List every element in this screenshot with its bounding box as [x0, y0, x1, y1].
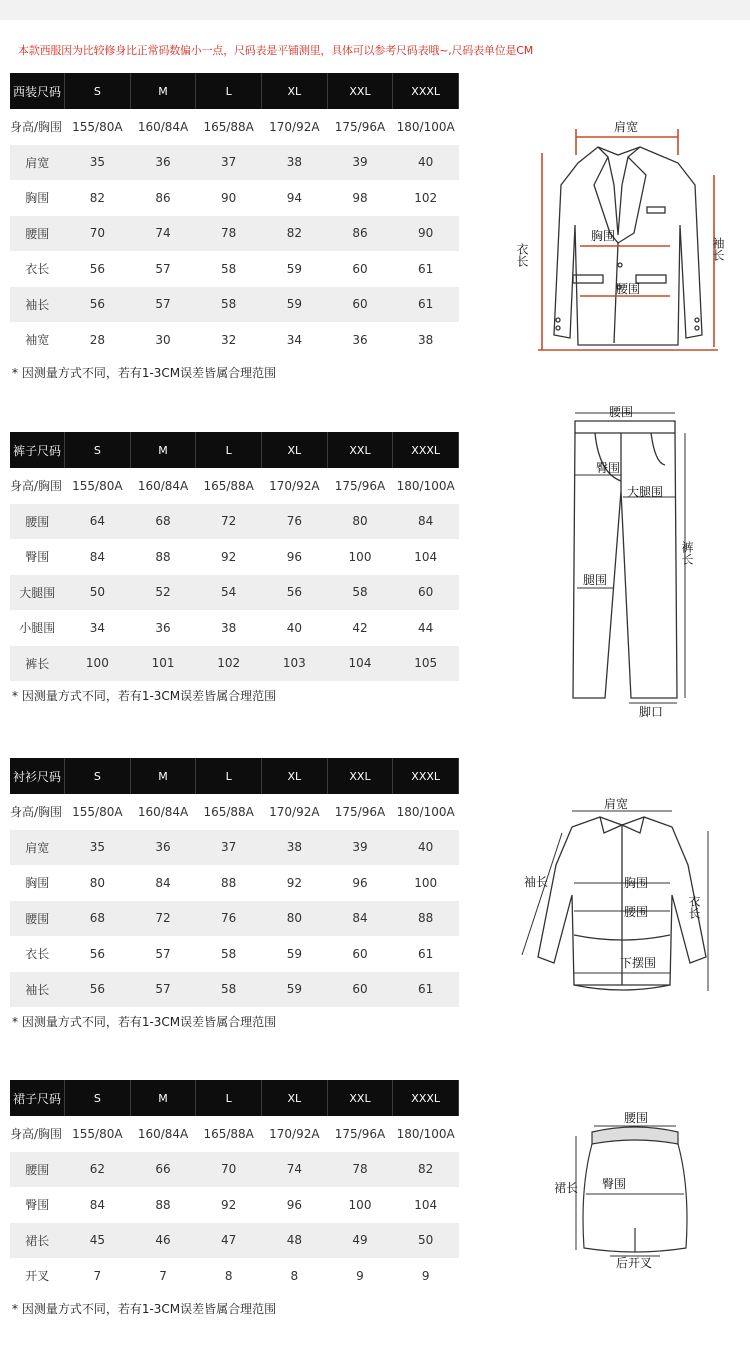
table-cell: 68	[65, 901, 131, 937]
table-cell: 74	[262, 1152, 328, 1188]
suit-header: 西装尺码	[10, 73, 65, 109]
table-cell: 49	[327, 1223, 393, 1259]
table-cell: 84	[155, 875, 171, 890]
row-label: 袖宽	[25, 333, 50, 348]
table-cell: 88	[155, 549, 171, 564]
table-cell: 84	[393, 504, 459, 540]
skirt-header: 裙子尺码	[10, 1080, 65, 1116]
measurement-note: * 因测量方式不同，若有1-3CM误差皆属合理范围	[12, 1015, 277, 1029]
measure-lines	[522, 811, 708, 991]
height-bust-row	[10, 468, 459, 504]
table-cell: 38	[418, 332, 434, 347]
table-cell: 48	[262, 1223, 328, 1259]
table-cell: 84	[89, 549, 106, 564]
row-label: 小腿围	[19, 621, 56, 636]
height-bust-row	[10, 109, 459, 145]
table-cell: 60	[327, 287, 393, 323]
table-row	[10, 322, 459, 358]
table-cell: 56	[262, 575, 328, 611]
table-cell: 9	[356, 1268, 364, 1283]
table-cell: 37	[196, 830, 262, 866]
table-cell: 100	[348, 1197, 372, 1212]
size-xxl: XXL	[327, 758, 393, 794]
measure-lines	[575, 413, 685, 703]
table-cell: 35	[65, 145, 131, 181]
table-cell: 7	[93, 1268, 102, 1283]
table-cell: 39	[327, 830, 393, 866]
table-cell: 36	[155, 620, 171, 635]
table-cell: 58	[327, 575, 393, 611]
table-cell: 84	[89, 1197, 106, 1212]
diagram-label: 臀围	[602, 1177, 627, 1191]
table-cell: 37	[196, 145, 262, 181]
pants-icon	[573, 421, 677, 698]
table-cell: 38	[221, 620, 237, 635]
table-cell: 58	[221, 946, 237, 961]
table-cell: 30	[155, 332, 171, 347]
table-cell: 61	[418, 261, 434, 276]
table-cell: 88	[393, 901, 459, 937]
diagram-label: 胸围	[624, 876, 649, 890]
table-header-row	[10, 758, 459, 794]
table-cell: 80	[262, 901, 328, 937]
skirt-diagram	[550, 1108, 710, 1268]
intro-note: 本款西服因为比较修身比正常码数偏小一点，尺码表是平铺测里，具体可以参考尺码表哦~,尺码表单位是CM	[18, 44, 534, 57]
measurement-note: * 因测量方式不同，若有1-3CM误差皆属合理范围	[12, 689, 277, 703]
table-row	[10, 1152, 459, 1188]
table-row	[10, 216, 459, 252]
table-row	[10, 901, 459, 937]
table-cell: 59	[262, 972, 328, 1008]
size-xxxl: XXXL	[393, 73, 459, 109]
diagram-label: 腰围	[616, 282, 641, 296]
table-cell: 38	[262, 830, 328, 866]
table-cell: 92	[221, 549, 237, 564]
table-cell: 101	[130, 646, 196, 682]
table-row	[10, 610, 459, 646]
table-cell: 46	[130, 1223, 196, 1259]
diagram-label: 裤长	[680, 541, 694, 565]
table-cell: 34	[286, 332, 302, 347]
table-row	[10, 504, 459, 540]
row-label: 腰围	[10, 901, 65, 937]
row-label: 腰围	[10, 504, 65, 540]
table-cell: 84	[327, 901, 393, 937]
table-cell: 59	[262, 287, 328, 323]
table-cell: 56	[89, 261, 106, 276]
table-cell: 155/80A	[72, 804, 123, 819]
table-cell: 76	[196, 901, 262, 937]
table-cell: 36	[352, 332, 368, 347]
table-row	[10, 180, 459, 216]
row-label: 身高/胸围	[10, 1127, 63, 1142]
size-s: S	[65, 73, 131, 109]
diagram-label: 衣长	[687, 895, 701, 919]
measure-lines	[538, 129, 718, 350]
table-cell: 96	[352, 875, 368, 890]
table-cell: 82	[262, 216, 328, 252]
table-row	[10, 1187, 459, 1223]
table-row	[10, 936, 459, 972]
table-cell: 155/80A	[72, 478, 123, 493]
table-cell: 88	[221, 875, 237, 890]
table-cell: 175/96A	[334, 119, 386, 134]
table-cell: 38	[262, 145, 328, 181]
table-cell: 61	[393, 287, 459, 323]
table-cell: 62	[65, 1152, 131, 1188]
suit-jacket-diagram	[515, 115, 733, 360]
table-cell: 56	[89, 946, 106, 961]
table-cell: 100	[414, 875, 438, 890]
table-cell: 50	[393, 1223, 459, 1259]
table-cell: 92	[286, 875, 302, 890]
row-label: 臀围	[25, 1198, 50, 1213]
table-cell: 170/92A	[269, 1126, 320, 1141]
table-cell: 165/88A	[203, 804, 254, 819]
diagram-label: 袖长	[711, 237, 725, 261]
table-cell: 56	[65, 287, 131, 323]
table-cell: 100	[348, 549, 372, 564]
table-cell: 90	[393, 216, 459, 252]
row-label: 裤长	[10, 646, 65, 682]
table-cell: 45	[65, 1223, 131, 1259]
table-cell: 40	[286, 620, 302, 635]
skirt-size-table	[10, 1080, 459, 1294]
table-cell: 160/84A	[137, 1126, 189, 1141]
diagram-label: 脚口	[639, 705, 664, 719]
size-m: M	[130, 73, 196, 109]
row-label: 开叉	[25, 1269, 50, 1284]
diagram-label: 裙长	[554, 1181, 579, 1195]
size-m: M	[130, 1080, 196, 1116]
pants-size-table	[10, 432, 459, 681]
table-cell: 40	[393, 145, 459, 181]
table-cell: 94	[286, 190, 302, 205]
table-cell: 96	[286, 549, 302, 564]
height-bust-row	[10, 794, 459, 830]
size-l: L	[196, 73, 262, 109]
table-cell: 102	[196, 646, 262, 682]
size-xl: XL	[262, 758, 328, 794]
table-cell: 170/92A	[269, 804, 320, 819]
table-cell: 165/88A	[203, 478, 254, 493]
size-xxxl: XXXL	[393, 432, 459, 468]
row-label: 腰围	[10, 216, 65, 252]
size-xl: XL	[262, 73, 328, 109]
table-cell: 105	[393, 646, 459, 682]
size-xxl: XXL	[327, 1080, 393, 1116]
suit-size-table	[10, 73, 459, 358]
table-cell: 160/84A	[137, 478, 189, 493]
table-cell: 86	[155, 190, 171, 205]
table-cell: 28	[89, 332, 106, 347]
size-xxxl: XXXL	[393, 758, 459, 794]
diagram-label: 腰围	[624, 1111, 649, 1125]
table-cell: 32	[221, 332, 237, 347]
shirt-size-table	[10, 758, 459, 1007]
pants-header: 裤子尺码	[10, 432, 65, 468]
top-bar	[0, 0, 750, 20]
size-xxl: XXL	[327, 73, 393, 109]
table-cell: 86	[327, 216, 393, 252]
table-cell: 72	[196, 504, 262, 540]
table-cell: 82	[393, 1152, 459, 1188]
table-cell: 61	[418, 946, 434, 961]
table-cell: 52	[130, 575, 196, 611]
row-label: 袖长	[10, 287, 65, 323]
table-cell: 60	[352, 946, 368, 961]
diagram-label: 袖长	[524, 875, 549, 889]
diagram-label: 胸围	[591, 229, 616, 243]
table-cell: 180/100A	[396, 119, 455, 134]
size-m: M	[130, 432, 196, 468]
table-cell: 39	[327, 145, 393, 181]
table-row	[10, 865, 459, 901]
shirt-header: 衬衫尺码	[10, 758, 65, 794]
table-cell: 36	[130, 145, 196, 181]
row-label: 大腿围	[10, 575, 65, 611]
table-cell: 58	[221, 261, 237, 276]
row-label: 腰围	[10, 1152, 65, 1188]
size-l: L	[196, 1080, 262, 1116]
table-cell: 61	[393, 972, 459, 1008]
table-header-row	[10, 1080, 459, 1116]
table-cell: 57	[130, 287, 196, 323]
row-label: 肩宽	[10, 830, 65, 866]
height-bust-row	[10, 1116, 459, 1152]
table-cell: 155/80A	[72, 1126, 123, 1141]
table-cell: 8	[290, 1268, 299, 1283]
measurement-note: * 因测量方式不同，若有1-3CM误差皆属合理范围	[12, 365, 277, 380]
table-row	[10, 145, 459, 181]
table-cell: 57	[130, 972, 196, 1008]
table-cell: 175/96A	[334, 478, 386, 493]
table-cell: 104	[414, 1197, 438, 1212]
diagram-label: 腰围	[624, 905, 649, 919]
table-cell: 64	[65, 504, 131, 540]
table-cell: 98	[352, 190, 368, 205]
table-cell: 82	[89, 190, 106, 205]
table-cell: 96	[286, 1197, 302, 1212]
table-cell: 165/88A	[203, 1126, 254, 1141]
diagram-label: 衣长	[515, 243, 529, 267]
table-cell: 35	[65, 830, 131, 866]
table-cell: 54	[196, 575, 262, 611]
table-cell: 7	[159, 1268, 167, 1283]
size-l: L	[196, 758, 262, 794]
diagram-label: 后开叉	[616, 1256, 653, 1270]
diagram-label: 肩宽	[614, 120, 639, 134]
row-label: 胸围	[25, 191, 50, 206]
row-label: 身高/胸围	[10, 120, 63, 135]
table-cell: 180/100A	[396, 1126, 455, 1141]
table-cell: 36	[130, 830, 196, 866]
table-cell: 42	[352, 620, 368, 635]
size-s: S	[65, 758, 131, 794]
table-cell: 60	[393, 575, 459, 611]
diagram-label: 腰围	[609, 405, 634, 419]
table-cell: 8	[224, 1268, 233, 1283]
table-row	[10, 251, 459, 287]
table-row	[10, 287, 459, 323]
table-cell: 104	[327, 646, 393, 682]
table-cell: 66	[130, 1152, 196, 1188]
table-cell: 44	[418, 620, 434, 635]
table-cell: 70	[65, 216, 131, 252]
table-cell: 103	[262, 646, 328, 682]
table-cell: 92	[221, 1197, 237, 1212]
table-cell: 60	[352, 261, 368, 276]
table-cell: 56	[65, 972, 131, 1008]
diagram-label: 肩宽	[604, 797, 629, 811]
table-row	[10, 646, 459, 682]
size-xl: XL	[262, 1080, 328, 1116]
table-cell: 160/84A	[137, 119, 189, 134]
table-row	[10, 972, 459, 1008]
table-cell: 58	[196, 972, 262, 1008]
size-m: M	[130, 758, 196, 794]
table-row	[10, 1258, 459, 1294]
table-row	[10, 1223, 459, 1259]
diagram-label: 臀围	[596, 461, 621, 475]
table-cell: 180/100A	[396, 804, 455, 819]
diagram-label: 大腿围	[627, 485, 664, 499]
table-cell: 57	[155, 261, 171, 276]
table-cell: 47	[196, 1223, 262, 1259]
table-cell: 34	[89, 620, 106, 635]
table-cell: 102	[414, 190, 438, 205]
table-cell: 80	[89, 875, 106, 890]
table-row	[10, 575, 459, 611]
size-xl: XL	[262, 432, 328, 468]
row-label: 衣长	[25, 947, 50, 962]
row-label: 袖长	[10, 972, 65, 1008]
table-header-row	[10, 432, 459, 468]
table-cell: 59	[286, 261, 302, 276]
row-label: 身高/胸围	[10, 479, 63, 494]
table-cell: 155/80A	[72, 119, 123, 134]
row-label: 肩宽	[10, 145, 65, 181]
row-label: 胸围	[25, 876, 50, 891]
table-cell: 76	[262, 504, 328, 540]
table-cell: 165/88A	[203, 119, 254, 134]
table-cell: 100	[65, 646, 131, 682]
size-xxxl: XXXL	[393, 1080, 459, 1116]
table-cell: 78	[196, 216, 262, 252]
size-xxl: XXL	[327, 432, 393, 468]
table-cell: 175/96A	[334, 1126, 386, 1141]
table-cell: 70	[196, 1152, 262, 1188]
size-s: S	[65, 1080, 131, 1116]
table-cell: 9	[421, 1268, 430, 1283]
size-s: S	[65, 432, 131, 468]
table-row	[10, 539, 459, 575]
table-cell: 72	[130, 901, 196, 937]
table-cell: 180/100A	[396, 478, 455, 493]
table-cell: 58	[196, 287, 262, 323]
diagram-label: 下摆围	[620, 956, 657, 970]
row-label: 裙长	[10, 1223, 65, 1259]
table-cell: 80	[327, 504, 393, 540]
table-cell: 57	[155, 946, 171, 961]
table-cell: 78	[327, 1152, 393, 1188]
table-cell: 68	[130, 504, 196, 540]
diagram-label: 腿围	[583, 573, 608, 587]
table-cell: 170/92A	[269, 478, 320, 493]
shirt-diagram	[512, 795, 722, 1003]
table-cell: 40	[393, 830, 459, 866]
table-cell: 74	[130, 216, 196, 252]
table-cell: 60	[327, 972, 393, 1008]
table-header-row	[10, 73, 459, 109]
table-cell: 88	[155, 1197, 171, 1212]
table-row	[10, 830, 459, 866]
table-cell: 175/96A	[334, 804, 386, 819]
pants-diagram	[565, 403, 715, 721]
row-label: 身高/胸围	[10, 805, 63, 820]
table-cell: 160/84A	[137, 804, 189, 819]
measurement-note: * 因测量方式不同，若有1-3CM误差皆属合理范围	[12, 1301, 277, 1316]
table-cell: 50	[65, 575, 131, 611]
table-cell: 170/92A	[269, 119, 320, 134]
table-cell: 90	[221, 190, 237, 205]
size-l: L	[196, 432, 262, 468]
skirt-icon	[583, 1127, 687, 1252]
table-cell: 104	[414, 549, 438, 564]
row-label: 衣长	[25, 262, 50, 277]
table-cell: 59	[286, 946, 302, 961]
row-label: 臀围	[25, 550, 50, 565]
